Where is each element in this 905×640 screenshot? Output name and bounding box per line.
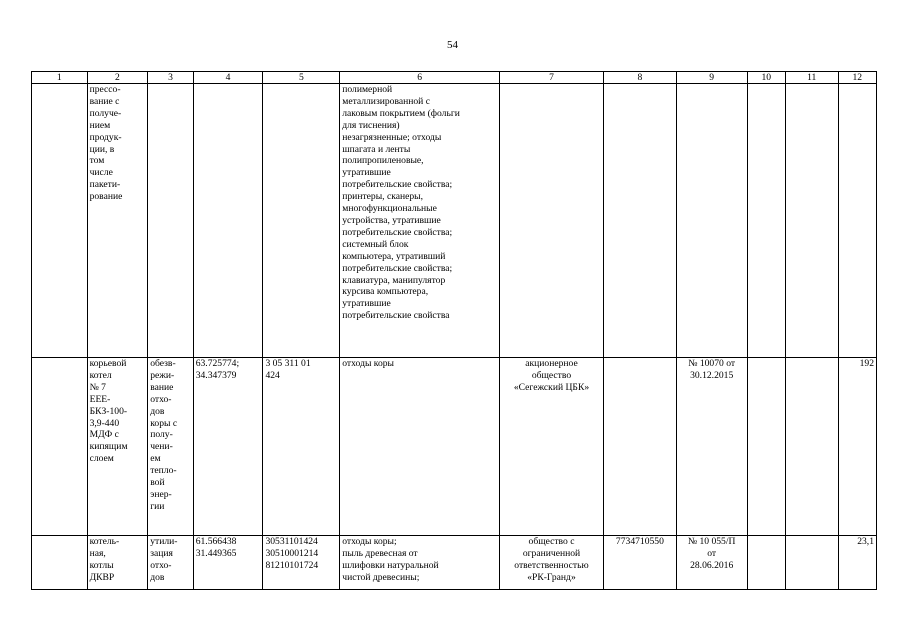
table-cell: [32, 536, 88, 590]
waste-description-cell: полимерной металлизированной с лаковым покрытием (фольги для тиснения) незагрязненные; отходы шпагата и ленты полипропиленовые, утратившие потребительские свойства; принтеры, сканеры, многофункциональные устройства, утратившие потребительские свойства; системный блок компьютера, утративший потребительские свойства; клавиатура, манипулятор курсива компьютера, утратившие потребительские свойства: [340, 84, 500, 358]
inn-cell: [604, 358, 677, 536]
table-cell: [785, 84, 838, 358]
inn-cell: 7734710550: [604, 536, 677, 590]
waste-code-cell: 30531101424 30510001214 81210101724: [263, 536, 340, 590]
column-number-header: 5: [263, 72, 340, 84]
column-number-row: [32, 72, 877, 84]
table-cell: [747, 358, 785, 536]
license-cell: [676, 84, 747, 358]
operator-cell: общество с ограниченной ответственностью «РК-Гранд»: [499, 536, 603, 590]
table-cell: [32, 358, 88, 536]
table-cell: [785, 536, 838, 590]
table-row: [32, 84, 877, 358]
table-cell: [32, 84, 88, 358]
capacity-cell: [838, 84, 877, 358]
column-number-header: 9: [676, 72, 747, 84]
table-cell: [785, 358, 838, 536]
waste-code-cell: 3 05 311 01 424: [263, 358, 340, 536]
registry-table: [31, 71, 877, 590]
operator-cell: [499, 84, 603, 358]
facility-cell: корьевой котел № 7 ЕЕЕ- БКЗ-100- 3,9-440 МДФ с кипящим слоем: [87, 358, 148, 536]
operator-cell: акционерное общество «Сегежский ЦБК»: [499, 358, 603, 536]
table-cell: [747, 536, 785, 590]
column-number-header: 12: [838, 72, 877, 84]
column-number-header: 8: [604, 72, 677, 84]
waste-code-cell: [263, 84, 340, 358]
inn-cell: [604, 84, 677, 358]
coordinates-cell: 61.566438 31.449365: [193, 536, 263, 590]
column-number-header: 6: [340, 72, 500, 84]
column-number-header: 1: [32, 72, 88, 84]
waste-description-cell: отходы коры; пыль древесная от шлифовки натуральной чистой древесины;: [340, 536, 500, 590]
activity-cell: утили- зация отхо- дов: [148, 536, 193, 590]
coordinates-cell: [193, 84, 263, 358]
coordinates-cell: 63.725774; 34.347379: [193, 358, 263, 536]
column-number-header: 7: [499, 72, 603, 84]
activity-cell: обезв- режи- вание отхо- дов коры с полу- чени- ем тепло- вой энер- гии: [148, 358, 193, 536]
column-number-header: 4: [193, 72, 263, 84]
facility-cell: котель- ная, котлы ДКВР: [87, 536, 148, 590]
column-number-header: 3: [148, 72, 193, 84]
license-cell: № 10 055/П от 28.06.2016: [676, 536, 747, 590]
table-cell: [747, 84, 785, 358]
table-row: [32, 536, 877, 590]
column-number-header: 11: [785, 72, 838, 84]
facility-cell: прессо- вание с получе- нием продук- ции, в том числе пакети- рование: [87, 84, 148, 358]
column-number-header: 2: [87, 72, 148, 84]
page-number: 54: [447, 39, 458, 51]
capacity-cell: 23,1: [838, 536, 877, 590]
capacity-cell: 192: [838, 358, 877, 536]
table-row: [32, 358, 877, 536]
column-number-header: 10: [747, 72, 785, 84]
license-cell: № 10070 от 30.12.2015: [676, 358, 747, 536]
activity-cell: [148, 84, 193, 358]
waste-description-cell: отходы коры: [340, 358, 500, 536]
